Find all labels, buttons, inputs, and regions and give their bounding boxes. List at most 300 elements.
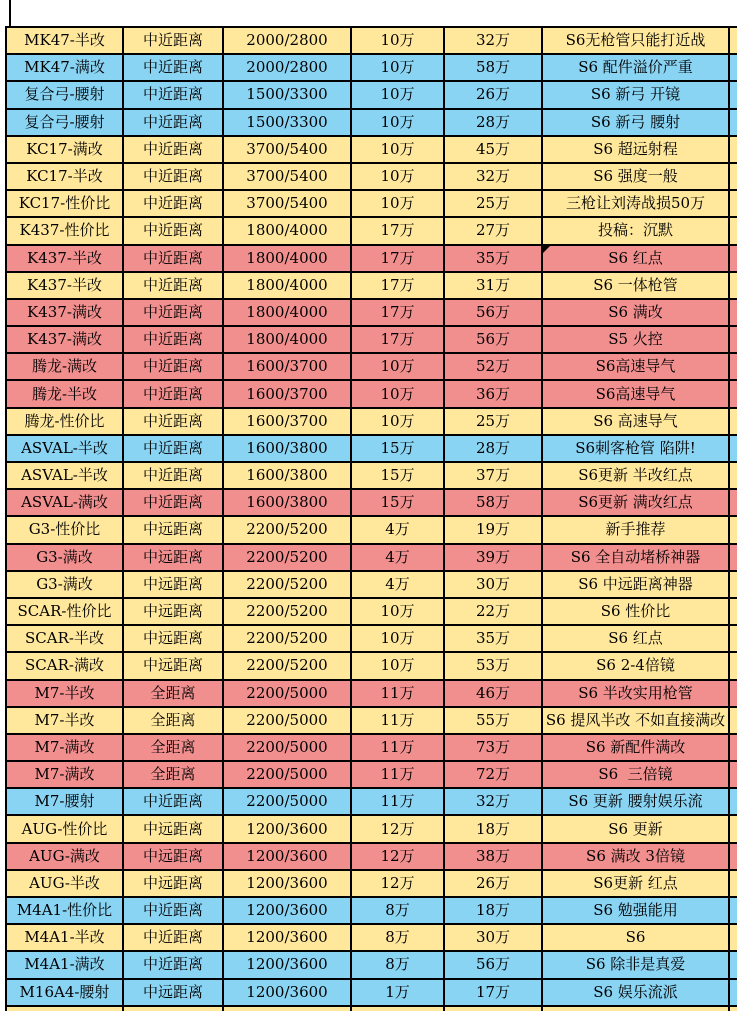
cell-comment-text: S6 高速导气: [593, 411, 678, 430]
cell-overflow-sliver[interactable]: [729, 190, 737, 217]
cell-comment[interactable]: [542, 81, 729, 108]
cell-comment[interactable]: [542, 897, 729, 924]
cell-sell-price[interactable]: [444, 163, 542, 190]
cell-comment[interactable]: [542, 951, 729, 978]
cell-weapon-name[interactable]: [6, 652, 123, 679]
cell-overflow-sliver[interactable]: [729, 761, 737, 788]
cell-range[interactable]: [123, 951, 223, 978]
cell-mod-cost[interactable]: [351, 408, 444, 435]
cell-comment[interactable]: [542, 109, 729, 136]
cell-mod-cost-text: 11万: [380, 737, 415, 756]
cell-comment[interactable]: [542, 489, 729, 516]
table-row: [6, 815, 737, 842]
cell-price-stats[interactable]: [223, 598, 351, 625]
cell-range[interactable]: [123, 843, 223, 870]
cell-comment[interactable]: [542, 190, 729, 217]
cell-mod-cost-text: 12万: [380, 846, 415, 865]
cell-price-stats[interactable]: [223, 815, 351, 842]
cell-comment[interactable]: [542, 924, 729, 951]
cell-range[interactable]: [123, 163, 223, 190]
cell-price-stats[interactable]: [223, 652, 351, 679]
cell-sell-price-text: 45万: [475, 139, 511, 158]
cell-sell-price[interactable]: [444, 516, 542, 543]
cell-price-stats[interactable]: [223, 625, 351, 652]
cell-sell-price-text: 26万: [475, 873, 511, 892]
cell-mod-cost[interactable]: [351, 951, 444, 978]
cell-comment[interactable]: [542, 245, 729, 272]
cell-range[interactable]: [123, 897, 223, 924]
table-row: [6, 625, 737, 652]
cell-price-stats-text: 2200/5200: [246, 602, 328, 621]
cell-overflow-sliver[interactable]: [729, 815, 737, 842]
cell-overflow-sliver[interactable]: [729, 870, 737, 897]
cell-mod-cost[interactable]: [351, 299, 444, 326]
cell-weapon-name[interactable]: [6, 272, 123, 299]
cell-range[interactable]: [123, 625, 223, 652]
cell-weapon-name[interactable]: [6, 489, 123, 516]
cell-overflow-sliver[interactable]: [729, 598, 737, 625]
cell-price-stats[interactable]: [223, 326, 351, 353]
cell-range[interactable]: [123, 489, 223, 516]
cell-weapon-name[interactable]: [6, 897, 123, 924]
cell-range[interactable]: [123, 462, 223, 489]
cell-weapon-name[interactable]: [6, 109, 123, 136]
cell-weapon-name[interactable]: [6, 516, 123, 543]
cell-mod-cost[interactable]: [351, 462, 444, 489]
cell-mod-cost[interactable]: [351, 245, 444, 272]
cell-overflow-sliver[interactable]: [729, 897, 737, 924]
cell-mod-cost[interactable]: [351, 163, 444, 190]
cell-comment-text: S6高速导气: [595, 357, 676, 376]
cell-weapon-name[interactable]: [6, 380, 123, 407]
cell-range-text: 全距离: [150, 710, 196, 729]
cell-mod-cost[interactable]: [351, 680, 444, 707]
cell-overflow-sliver[interactable]: [729, 136, 737, 163]
cell-sell-price[interactable]: [444, 571, 542, 598]
cell-weapon-name[interactable]: [6, 408, 123, 435]
cell-sell-price[interactable]: [444, 707, 542, 734]
cell-price-stats-text: 1200/3600: [246, 955, 328, 974]
cell-range[interactable]: [123, 299, 223, 326]
cell-comment[interactable]: [542, 571, 729, 598]
cell-mod-cost[interactable]: [351, 707, 444, 734]
cell-range[interactable]: [123, 109, 223, 136]
cell-sell-price[interactable]: [444, 54, 542, 81]
table-row: [6, 544, 737, 571]
cell-sell-price[interactable]: [444, 734, 542, 761]
cell-mod-cost[interactable]: [351, 734, 444, 761]
cell-weapon-name[interactable]: [6, 571, 123, 598]
cell-mod-cost-text: 10万: [380, 194, 415, 213]
cell-comment-text: S6 新弓 腰射: [590, 112, 681, 131]
cell-weapon-name[interactable]: [6, 951, 123, 978]
cell-mod-cost[interactable]: [351, 870, 444, 897]
cell-price-stats[interactable]: [223, 353, 351, 380]
cell-range[interactable]: [123, 598, 223, 625]
cell-range[interactable]: [123, 571, 223, 598]
cell-overflow-sliver[interactable]: [729, 516, 737, 543]
cell-overflow-sliver[interactable]: [729, 217, 737, 244]
cell-overflow-sliver[interactable]: [729, 326, 737, 353]
cell-mod-cost[interactable]: [351, 109, 444, 136]
table-row: [6, 136, 737, 163]
cell-price-stats[interactable]: [223, 190, 351, 217]
cell-mod-cost[interactable]: [351, 380, 444, 407]
cell-comment-text: S6 红点: [608, 629, 663, 648]
cell-comment[interactable]: [542, 979, 729, 1006]
cell-sell-price[interactable]: [444, 598, 542, 625]
cell-mod-cost[interactable]: [351, 544, 444, 571]
cell-weapon-name[interactable]: [6, 680, 123, 707]
cell-weapon-name[interactable]: [6, 843, 123, 870]
cell-weapon-name[interactable]: [6, 299, 123, 326]
cell-comment[interactable]: [542, 408, 729, 435]
cell-comment[interactable]: [542, 516, 729, 543]
cell-mod-cost-text: 10万: [380, 167, 415, 186]
cell-weapon-name[interactable]: [6, 190, 123, 217]
cell-range[interactable]: [123, 408, 223, 435]
cell-price-stats[interactable]: [223, 761, 351, 788]
cell-comment[interactable]: [542, 326, 729, 353]
cell-overflow-sliver[interactable]: [729, 81, 737, 108]
cell-comment[interactable]: [542, 380, 729, 407]
cell-overflow-sliver[interactable]: [729, 544, 737, 571]
cell-sell-price[interactable]: [444, 815, 542, 842]
cell-overflow-sliver[interactable]: [729, 272, 737, 299]
cell-sell-price[interactable]: [444, 190, 542, 217]
cell-price-stats[interactable]: [223, 843, 351, 870]
cell-mod-cost[interactable]: [351, 843, 444, 870]
cell-overflow-sliver[interactable]: [729, 1006, 737, 1011]
cell-range-text: 中近距离: [142, 438, 203, 457]
cell-comment[interactable]: [542, 788, 729, 815]
cell-sell-price-text: 32万: [475, 31, 511, 50]
cell-sell-price[interactable]: [444, 897, 542, 924]
cell-overflow-sliver[interactable]: [729, 245, 737, 272]
cell-range-text: 中近距离: [142, 194, 203, 213]
cell-mod-cost[interactable]: [351, 1006, 444, 1011]
cell-weapon-name[interactable]: [6, 979, 123, 1006]
cell-range-text: 中近距离: [142, 330, 203, 349]
cell-sell-price[interactable]: [444, 380, 542, 407]
cell-sell-price[interactable]: [444, 217, 542, 244]
cell-price-stats-text: 2200/5200: [246, 629, 328, 648]
cell-sell-price[interactable]: [444, 951, 542, 978]
cell-range[interactable]: [123, 788, 223, 815]
table-row: [6, 979, 737, 1006]
cell-comment[interactable]: [542, 815, 729, 842]
cell-overflow-sliver[interactable]: [729, 435, 737, 462]
cell-sell-price[interactable]: [444, 652, 542, 679]
cell-price-stats[interactable]: [223, 299, 351, 326]
cell-comment[interactable]: [542, 680, 729, 707]
cell-weapon-name[interactable]: [6, 761, 123, 788]
cell-price-stats[interactable]: [223, 951, 351, 978]
table-row: [6, 109, 737, 136]
cell-weapon-name[interactable]: [6, 815, 123, 842]
cell-price-stats[interactable]: [223, 924, 351, 951]
cell-price-stats[interactable]: [223, 1006, 351, 1011]
cell-comment[interactable]: [542, 54, 729, 81]
cell-range[interactable]: [123, 190, 223, 217]
cell-comment-text: S6 更新 腰射娱乐流: [568, 792, 703, 811]
cell-sell-price[interactable]: [444, 788, 542, 815]
cell-price-stats-text: 1600/3700: [246, 384, 328, 403]
cell-overflow-sliver[interactable]: [729, 163, 737, 190]
cell-comment-text: S6 除非是真爱: [585, 955, 686, 974]
cell-weapon-name[interactable]: [6, 54, 123, 81]
cell-sell-price[interactable]: [444, 408, 542, 435]
cell-price-stats[interactable]: [223, 489, 351, 516]
cell-sell-price[interactable]: [444, 924, 542, 951]
cell-comment[interactable]: [542, 734, 729, 761]
cell-price-stats[interactable]: [223, 897, 351, 924]
cell-comment[interactable]: [542, 435, 729, 462]
cell-weapon-name[interactable]: [6, 462, 123, 489]
cell-comment[interactable]: [542, 462, 729, 489]
cell-overflow-sliver[interactable]: [729, 652, 737, 679]
cell-sell-price[interactable]: [444, 761, 542, 788]
cell-price-stats-text: 2200/5000: [246, 765, 328, 784]
cell-price-stats[interactable]: [223, 571, 351, 598]
table-row: [6, 761, 737, 788]
cell-price-stats[interactable]: [223, 788, 351, 815]
cell-sell-price[interactable]: [444, 1006, 542, 1011]
cell-overflow-sliver[interactable]: [729, 353, 737, 380]
cell-sell-price[interactable]: [444, 272, 542, 299]
cell-sell-price[interactable]: [444, 136, 542, 163]
cell-price-stats[interactable]: [223, 870, 351, 897]
table-row: [6, 27, 737, 54]
cell-weapon-name[interactable]: [6, 788, 123, 815]
cell-overflow-sliver[interactable]: [729, 54, 737, 81]
cell-range-text: 中近距离: [142, 302, 203, 321]
cell-range[interactable]: [123, 54, 223, 81]
cell-overflow-sliver[interactable]: [729, 299, 737, 326]
cell-range[interactable]: [123, 680, 223, 707]
cell-mod-cost[interactable]: [351, 435, 444, 462]
cell-comment[interactable]: [542, 1006, 729, 1011]
cell-overflow-sliver[interactable]: [729, 843, 737, 870]
cell-range[interactable]: [123, 27, 223, 54]
cell-price-stats[interactable]: [223, 272, 351, 299]
cell-price-stats[interactable]: [223, 245, 351, 272]
cell-comment[interactable]: [542, 272, 729, 299]
cell-comment[interactable]: [542, 598, 729, 625]
cell-comment[interactable]: [542, 707, 729, 734]
cell-sell-price[interactable]: [444, 27, 542, 54]
cell-range[interactable]: [123, 652, 223, 679]
cell-mod-cost[interactable]: [351, 326, 444, 353]
cell-price-stats[interactable]: [223, 136, 351, 163]
cell-price-stats[interactable]: [223, 109, 351, 136]
cell-comment[interactable]: [542, 870, 729, 897]
cell-price-stats[interactable]: [223, 544, 351, 571]
cell-sell-price[interactable]: [444, 435, 542, 462]
cell-mod-cost[interactable]: [351, 652, 444, 679]
cell-price-stats[interactable]: [223, 163, 351, 190]
cell-sell-price[interactable]: [444, 462, 542, 489]
cell-price-stats[interactable]: [223, 408, 351, 435]
cell-range[interactable]: [123, 81, 223, 108]
cell-range[interactable]: [123, 979, 223, 1006]
cell-weapon-name-text: M7-满改: [34, 765, 95, 784]
cell-sell-price[interactable]: [444, 299, 542, 326]
cell-sell-price[interactable]: [444, 81, 542, 108]
cell-price-stats[interactable]: [223, 680, 351, 707]
cell-weapon-name[interactable]: [6, 1006, 123, 1011]
cell-comment[interactable]: [542, 163, 729, 190]
cell-mod-cost[interactable]: [351, 190, 444, 217]
cell-range[interactable]: [123, 870, 223, 897]
cell-comment[interactable]: [542, 353, 729, 380]
cell-mod-cost[interactable]: [351, 272, 444, 299]
cell-range[interactable]: [123, 136, 223, 163]
cell-weapon-name[interactable]: [6, 326, 123, 353]
cell-weapon-name[interactable]: [6, 353, 123, 380]
cell-overflow-sliver[interactable]: [729, 27, 737, 54]
cell-range[interactable]: [123, 815, 223, 842]
cell-range-text: 中近距离: [142, 955, 203, 974]
cell-mod-cost[interactable]: [351, 625, 444, 652]
cell-overflow-sliver[interactable]: [729, 680, 737, 707]
cell-sell-price[interactable]: [444, 680, 542, 707]
cell-overflow-sliver[interactable]: [729, 951, 737, 978]
cell-range[interactable]: [123, 516, 223, 543]
cell-overflow-sliver[interactable]: [729, 979, 737, 1006]
cell-comment[interactable]: [542, 217, 729, 244]
cell-comment-text: S6 超远射程: [593, 139, 678, 158]
cell-comment[interactable]: [542, 652, 729, 679]
cell-sell-price[interactable]: [444, 870, 542, 897]
cell-sell-price[interactable]: [444, 109, 542, 136]
cell-sell-price[interactable]: [444, 544, 542, 571]
cell-price-stats[interactable]: [223, 217, 351, 244]
cell-weapon-name[interactable]: [6, 625, 123, 652]
cell-comment[interactable]: [542, 843, 729, 870]
cell-mod-cost[interactable]: [351, 136, 444, 163]
cell-overflow-sliver[interactable]: [729, 489, 737, 516]
cell-range[interactable]: [123, 272, 223, 299]
cell-overflow-sliver[interactable]: [729, 707, 737, 734]
cell-mod-cost[interactable]: [351, 598, 444, 625]
cell-weapon-name[interactable]: [6, 217, 123, 244]
cell-mod-cost[interactable]: [351, 489, 444, 516]
cell-sell-price[interactable]: [444, 625, 542, 652]
cell-overflow-sliver[interactable]: [729, 788, 737, 815]
cell-range[interactable]: [123, 245, 223, 272]
cell-overflow-sliver[interactable]: [729, 462, 737, 489]
cell-sell-price[interactable]: [444, 489, 542, 516]
cell-sell-price-text: 72万: [475, 765, 511, 784]
cell-mod-cost[interactable]: [351, 217, 444, 244]
cell-range[interactable]: [123, 435, 223, 462]
cell-range[interactable]: [123, 380, 223, 407]
cell-weapon-name[interactable]: [6, 163, 123, 190]
cell-comment[interactable]: [542, 27, 729, 54]
cell-mod-cost[interactable]: [351, 788, 444, 815]
cell-range[interactable]: [123, 707, 223, 734]
cell-mod-cost[interactable]: [351, 27, 444, 54]
cell-range[interactable]: [123, 353, 223, 380]
cell-mod-cost[interactable]: [351, 81, 444, 108]
cell-overflow-sliver[interactable]: [729, 924, 737, 951]
table-row: [6, 380, 737, 407]
cell-comment-text: S6 新配件满改: [585, 737, 686, 756]
cell-weapon-name-text: M7-满改: [34, 737, 95, 756]
cell-mod-cost[interactable]: [351, 897, 444, 924]
cell-mod-cost[interactable]: [351, 516, 444, 543]
cell-price-stats[interactable]: [223, 516, 351, 543]
cell-mod-cost[interactable]: [351, 571, 444, 598]
cell-overflow-sliver[interactable]: [729, 625, 737, 652]
cell-weapon-name[interactable]: [6, 870, 123, 897]
cell-range[interactable]: [123, 217, 223, 244]
cell-weapon-name[interactable]: [6, 544, 123, 571]
cell-range[interactable]: [123, 924, 223, 951]
cell-range[interactable]: [123, 1006, 223, 1011]
cell-price-stats[interactable]: [223, 462, 351, 489]
cell-weapon-name[interactable]: [6, 81, 123, 108]
cell-weapon-name[interactable]: [6, 734, 123, 761]
cell-price-stats[interactable]: [223, 979, 351, 1006]
cell-range-text: 中近距离: [142, 384, 203, 403]
cell-price-stats[interactable]: [223, 435, 351, 462]
cell-price-stats[interactable]: [223, 707, 351, 734]
cell-weapon-name[interactable]: [6, 27, 123, 54]
cell-range[interactable]: [123, 734, 223, 761]
cell-weapon-name[interactable]: [6, 707, 123, 734]
cell-weapon-name[interactable]: [6, 136, 123, 163]
cell-price-stats[interactable]: [223, 734, 351, 761]
cell-mod-cost[interactable]: [351, 979, 444, 1006]
cell-overflow-sliver[interactable]: [729, 734, 737, 761]
cell-range[interactable]: [123, 761, 223, 788]
cell-mod-cost-text: 10万: [380, 58, 415, 77]
cell-weapon-name[interactable]: [6, 245, 123, 272]
cell-comment[interactable]: [542, 544, 729, 571]
cell-sell-price[interactable]: [444, 353, 542, 380]
cell-sell-price[interactable]: [444, 843, 542, 870]
cell-overflow-sliver[interactable]: [729, 109, 737, 136]
cell-comment[interactable]: [542, 299, 729, 326]
cell-overflow-sliver[interactable]: [729, 380, 737, 407]
cell-price-stats[interactable]: [223, 81, 351, 108]
cell-price-stats[interactable]: [223, 27, 351, 54]
cell-price-stats[interactable]: [223, 54, 351, 81]
cell-comment[interactable]: [542, 761, 729, 788]
cell-weapon-name[interactable]: [6, 924, 123, 951]
cell-overflow-sliver[interactable]: [729, 571, 737, 598]
cell-range[interactable]: [123, 326, 223, 353]
cell-overflow-sliver[interactable]: [729, 408, 737, 435]
cell-mod-cost[interactable]: [351, 761, 444, 788]
cell-range[interactable]: [123, 544, 223, 571]
cell-sell-price[interactable]: [444, 326, 542, 353]
cell-mod-cost[interactable]: [351, 54, 444, 81]
cell-mod-cost[interactable]: [351, 815, 444, 842]
cell-sell-price[interactable]: [444, 979, 542, 1006]
cell-comment[interactable]: [542, 625, 729, 652]
cell-mod-cost[interactable]: [351, 353, 444, 380]
cell-weapon-name[interactable]: [6, 435, 123, 462]
cell-mod-cost[interactable]: [351, 924, 444, 951]
cell-price-stats[interactable]: [223, 380, 351, 407]
cell-sell-price[interactable]: [444, 245, 542, 272]
cell-weapon-name[interactable]: [6, 598, 123, 625]
cell-comment[interactable]: [542, 136, 729, 163]
cell-price-stats-text: 1200/3600: [246, 901, 328, 920]
